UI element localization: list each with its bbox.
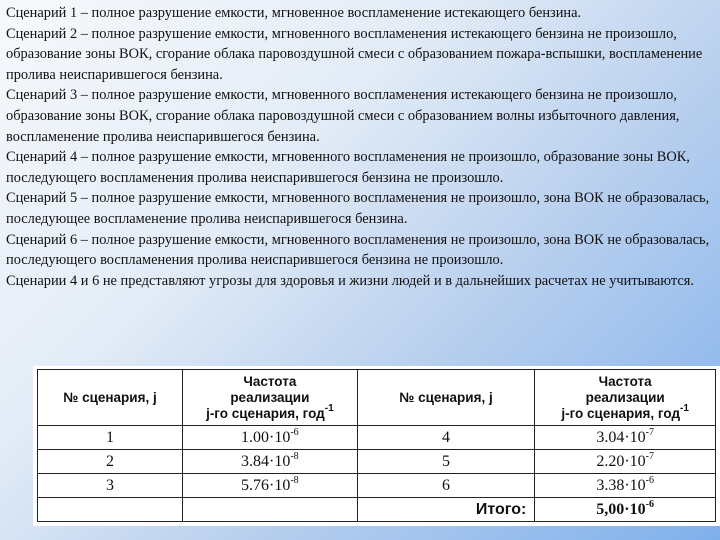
frequency-value: $3.38\cdot 10^{-6}$ <box>535 474 716 498</box>
table-row <box>38 450 716 474</box>
scenario-id: 4 <box>357 426 535 450</box>
frequency-value: $3.84\cdot 10^{-8}$ <box>182 450 357 474</box>
frequency-value: $5.76\cdot 10^{-8}$ <box>182 474 357 498</box>
header-frequency-left: Частота реализации j-го сценария, год$^{-1}$ <box>182 370 357 426</box>
frequency-value: $3.04\cdot 10^{-7}$ <box>535 426 716 450</box>
frequency-value: $2.20\cdot 10^{-7}$ <box>535 450 716 474</box>
frequency-table <box>37 369 716 522</box>
empty-cell <box>182 498 357 522</box>
frequency-table-container <box>33 366 720 526</box>
header-frequency-right: Частота реализации j-го сценария, год$^{-1}$ <box>535 370 716 426</box>
paragraph-scenario-1: Сценарий 1 – полное разрушение емкости, мгновенное воспламенение истекающего бензина. <box>6 5 582 21</box>
scenario-id: 2 <box>38 450 183 474</box>
table-header-row <box>38 370 716 426</box>
table-row <box>38 426 716 450</box>
paragraph-scenario-5: Сценарий 5 – полное разрушение емкости, мгновенного воспламенения не произошло, зона ВОК не образовалась, последующее воспламенение пролива неиспарившегося бензина. <box>6 190 710 227</box>
paragraph-conclusion: Сценарии 4 и 6 не представляют угрозы для здоровья и жизни людей и в дальнейших расчетах не учитываются. <box>6 272 694 289</box>
paragraph-scenario-4: Сценарий 4 – полное разрушение емкости, мгновенного воспламенения не произошло, образование зоны ВОК, последующего воспламенения пролива неиспарившегося бензина не произошло. <box>6 149 690 186</box>
scenario-id: 3 <box>38 474 183 498</box>
total-label: Итого: <box>357 498 535 522</box>
header-scenario-left: № сценария, j <box>38 370 183 426</box>
empty-cell <box>38 498 183 522</box>
header-scenario-right: № сценария, j <box>357 370 535 426</box>
scenario-description <box>6 3 716 291</box>
paragraph-scenario-2: Сценарий 2 – полное разрушение емкости, мгновенного воспламенения истекающего бензина не произошло, образование зоны ВОК, сгорание облака паровоздушной смеси с образованием пожара-вспышки, воспламенение пролива неиспарившегося бензина. <box>6 25 703 83</box>
table-total-row <box>38 498 716 522</box>
paragraph-scenario-3: Сценарий 3 – полное разрушение емкости, мгновенного воспламенения истекающего бензина не произошло, образование зоны ВОК, сгорание облака паровоздушной смеси с образованием волны избыточного давления, воспламенение пролива неиспарившегося бензина. <box>6 87 680 145</box>
table-row <box>38 474 716 498</box>
scenario-id: 6 <box>357 474 535 498</box>
scenario-id: 1 <box>38 426 183 450</box>
total-value: $5,00\cdot 10^{-6}$ <box>535 498 716 522</box>
frequency-value: $1.00\cdot 10^{-6}$ <box>182 426 357 450</box>
scenario-id: 5 <box>357 450 535 474</box>
paragraph-scenario-6: Сценарий 6 – полное разрушение емкости, мгновенного воспламенения не произошло, зона ВОК не образовалась, последующего воспламенения пролива неиспарившегося бензина не произошло. <box>6 231 710 269</box>
